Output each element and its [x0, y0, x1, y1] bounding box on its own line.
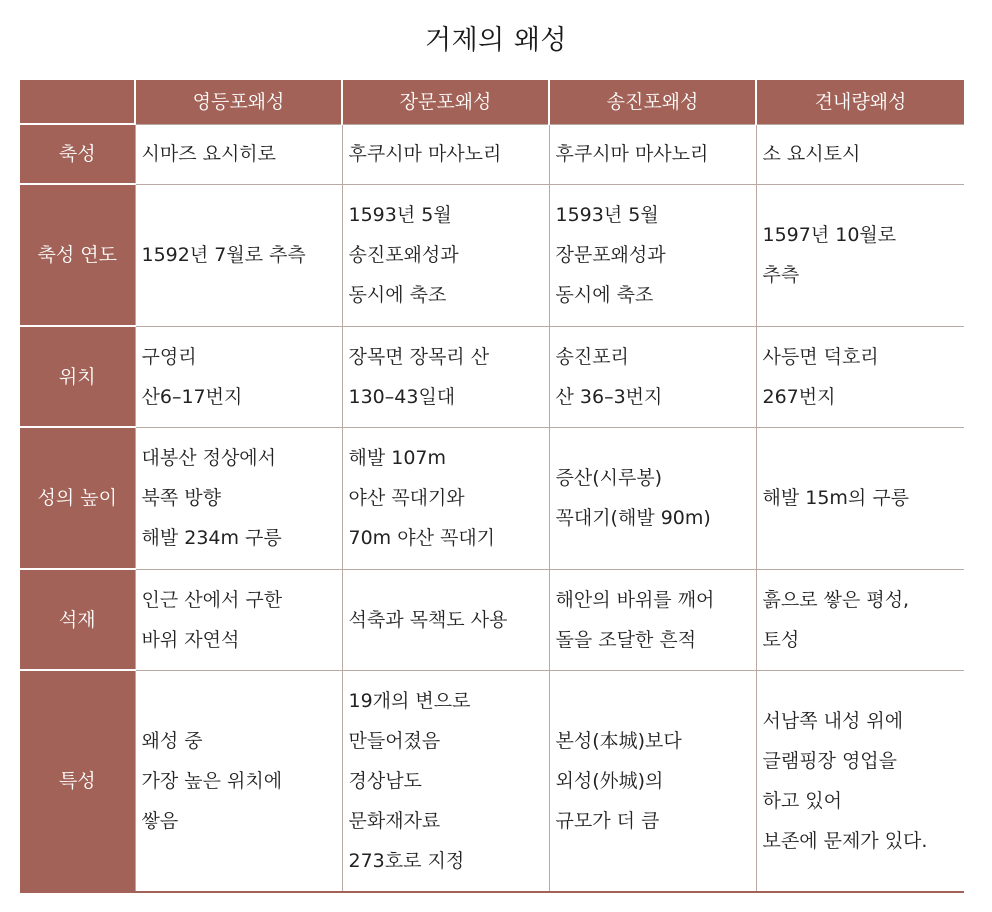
table-cell: 1592년 7월로 추측 [135, 184, 342, 326]
table-row [20, 670, 964, 892]
page-title: 거제의 왜성 [425, 25, 567, 56]
table-cell: 장목면 장목리 산 130–43일대 [342, 326, 549, 427]
row-header: 위치 [20, 326, 135, 427]
table-cell: 본성(本城)보다 외성(外城)의 규모가 더 큼 [549, 670, 756, 892]
table-cell: 인근 산에서 구한 바위 자연석 [135, 569, 342, 670]
table-cell: 1597년 10월로 추측 [756, 184, 964, 326]
table-cell: 후쿠시마 마사노리 [549, 124, 756, 184]
table-cell: 1593년 5월 장문포왜성과 동시에 축조 [549, 184, 756, 326]
table-cell: 시마즈 요시히로 [135, 124, 342, 184]
table-cell: 송진포리 산 36–3번지 [549, 326, 756, 427]
table-row [20, 427, 964, 569]
table-row [20, 184, 964, 326]
table-cell: 해발 107m 야산 꼭대기와 70m 야산 꼭대기 [342, 427, 549, 569]
table-cell: 소 요시토시 [756, 124, 964, 184]
table-cell: 해발 15m의 구릉 [756, 427, 964, 569]
table-row [20, 326, 964, 427]
table-cell: 후쿠시마 마사노리 [342, 124, 549, 184]
row-header: 성의 높이 [20, 427, 135, 569]
table-cell: 구영리 산6–17번지 [135, 326, 342, 427]
table-cell: 증산(시루봉) 꼭대기(해발 90m) [549, 427, 756, 569]
row-header: 특성 [20, 670, 135, 892]
column-header: 송진포왜성 [549, 80, 756, 124]
row-header: 축성 연도 [20, 184, 135, 326]
column-header: 영등포왜성 [135, 80, 342, 124]
table-cell: 석축과 목책도 사용 [342, 569, 549, 670]
table-corner [20, 80, 135, 124]
row-header: 석재 [20, 569, 135, 670]
table-cell: 사등면 덕호리 267번지 [756, 326, 964, 427]
table-row [20, 569, 964, 670]
column-header: 장문포왜성 [342, 80, 549, 124]
table-cell: 19개의 변으로 만들어졌음 경상남도 문화재자료 273호로 지정 [342, 670, 549, 892]
row-header: 축성 [20, 124, 135, 184]
table-cell: 1593년 5월 송진포왜성과 동시에 축조 [342, 184, 549, 326]
table-cell: 해안의 바위를 깨어 돌을 조달한 흔적 [549, 569, 756, 670]
column-header: 견내량왜성 [756, 80, 964, 124]
table-cell: 왜성 중 가장 높은 위치에 쌓음 [135, 670, 342, 892]
table-cell: 서남쪽 내성 위에 글램핑장 영업을 하고 있어 보존에 문제가 있다. [756, 670, 964, 892]
castle-table [20, 80, 964, 893]
table-cell: 대봉산 정상에서 북쪽 방향 해발 234m 구릉 [135, 427, 342, 569]
table-cell: 흙으로 쌓은 평성, 토성 [756, 569, 964, 670]
table-row [20, 124, 964, 184]
